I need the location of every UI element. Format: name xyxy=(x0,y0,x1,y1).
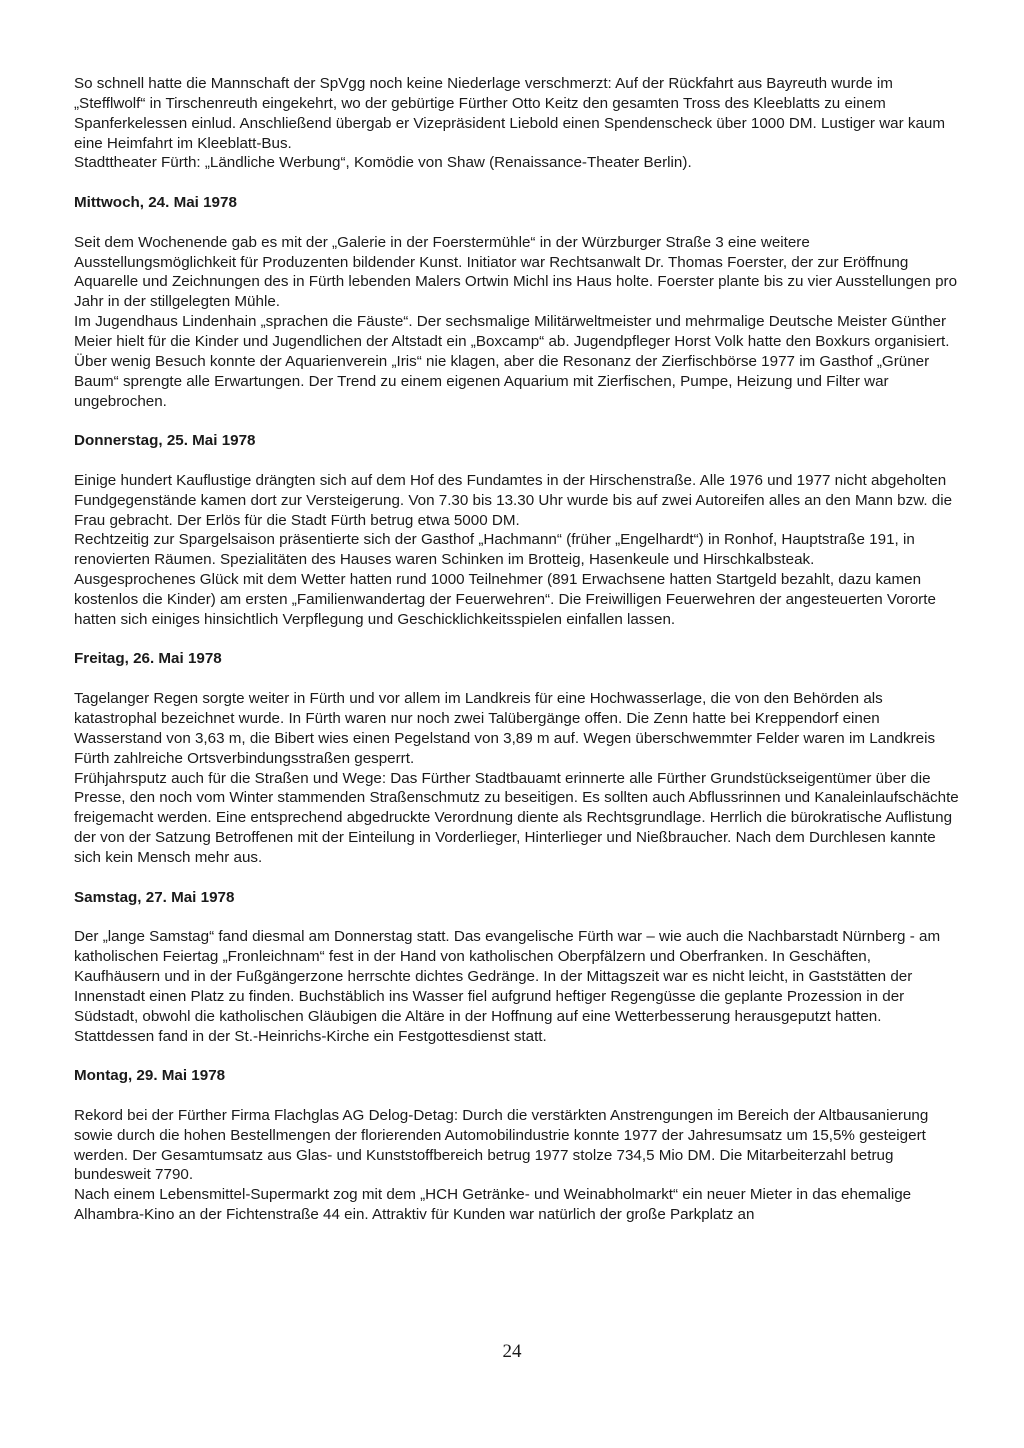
date-heading: Mittwoch, 24. Mai 1978 xyxy=(74,194,237,212)
section-body xyxy=(74,1106,960,1225)
paragraph: Rechtzeitig zur Spargelsaison präsentierte sich der Gasthof „Hachmann“ (früher „Engelhardt“) in Ronhof, Hauptstraße 191, in renovierten Räumen. Spezialitäten des Hauses waren Schinken im Brotteig, Hasenkeule und Hirschkalbsteak. xyxy=(74,531,915,569)
paragraph: Nach einem Lebensmittel-Supermarkt zog mit dem „HCH Getränke- und Weinabholmarkt“ ein neuer Mieter in das ehemalige Alhambra-Kino an der Fichtenstraße 44 ein. Attraktiv für Kunden war natürlich der große Parkplatz an xyxy=(74,1186,912,1224)
paragraph: Im Jugendhaus Lindenhain „sprachen die Fäuste“. Der sechsmalige Militärweltmeister und mehrmalige Deutsche Meister Günther Meier hielt für die Kinder und Jugendlichen der Altstadt ein „Boxcamp“ ab. Jugendpfleger Horst Volk hatte den Boxkurs organisiert. xyxy=(74,313,950,350)
paragraph: Über wenig Besuch konnte der Aquarienverein „Iris“ nie klagen, aber die Resonanz der Zierfischbörse 1977 im Gasthof „Grüner Baum“ sprengte alle Erwartungen. Der Trend zu einem eigenen Aquarium mit Zierfischen, Pumpe, Heizung und Filter war ungebrochen. xyxy=(74,352,930,410)
paragraph: Tagelanger Regen sorgte weiter in Fürth und vor allem im Landkreis für eine Hochwasserlage, die von den Behörden als katastrophal bezeichnet wurde. In Fürth waren nur noch zwei Talübergänge offen. Die Zenn hatte bei Kreppendorf einen Wasserstand von 3,63 m, die Bibert wies einen Pegelstand von 3,89 m auf. Wegen überschwemmter Felder waren im Landkreis Fürth zahlreiche Ortsverbindungsstraßen gesperrt. xyxy=(74,690,936,767)
date-heading: Montag, 29. Mai 1978 xyxy=(74,1067,226,1085)
paragraph: Einige hundert Kauflustige drängten sich auf dem Hof des Fundamtes in der Hirschenstraße. Alle 1976 und 1977 nicht abgeholten Fundgegenstände kamen dort zur Versteigerung. Von 7.30 bis 13.30 Uhr wurde bis auf zwei Autoreifen alles an den Mann bzw. die Frau gebracht. Der Erlös für die Stadt Fürth betrug etwa 5000 DM. xyxy=(74,471,953,529)
paragraph: Der „lange Samstag“ fand diesmal am Donnerstag statt. Das evangelische Fürth war – wie auch die Nachbarstadt Nürnberg - am katholischen Feiertag „Fronleichnam“ fest in der Hand von katholischen Oberpfälzern und Oberfranken. In Geschäften, Kaufhäusern und in der Fußgängerzone herrschte dichtes Gedränge. In der Mittagszeit war es nicht leicht, in Gaststätten der Innenstadt einen Platz zu finden. Buchstäblich ins Wasser fiel aufgrund heftiger Regengüsse die geplante Prozession in der Südstadt, obwohl die katholischen Gläubigen die Altäre in der Hoffnung auf eine Wetterbesserung herausgeputzt hatten. Stattdessen fand in der St.-Heinrichs-Kirche ein Festgottesdienst statt. xyxy=(74,928,941,1045)
section-body xyxy=(74,233,960,412)
paragraph: Ausgesprochenes Glück mit dem Wetter hatten rund 1000 Teilnehmer (891 Erwachsene hatten Startgeld bezahlt, dazu kamen kostenlos die Kinder) am ersten „Familienwandertag der Feuerwehren“. Die Freiwilligen Feuerwehren der angesteuerten Vororte hatten sich einiges hinsichtlich Verpflegung und Geschicklichkeitsspielen einfallen lassen. xyxy=(74,571,936,628)
paragraph: Seit dem Wochenende gab es mit der „Galerie in der Foerstermühle“ in der Würzburger Straße 3 eine weitere Ausstellungsmöglichkeit für Produzenten bildender Kunst. Initiator war Rechtsanwalt Dr. Thomas Foerster, der zur Eröffnung Aquarelle und Zeichnungen des in Fürth lebenden Malers Ortwin Michl ins Haus holte. Foerster plante bis zu vier Ausstellungen pro Jahr in der stillgelegten Mühle. xyxy=(74,233,958,311)
paragraph: Stadttheater Fürth: „Ländliche Werbung“, Komödie von Shaw (Renaissance-Theater Berlin). xyxy=(74,154,692,172)
section-body xyxy=(74,689,960,868)
date-heading: Freitag, 26. Mai 1978 xyxy=(74,650,222,668)
paragraph: So schnell hatte die Mannschaft der SpVgg noch keine Niederlage verschmerzt: Auf der Rückfahrt aus Bayreuth wurde im „Stefflwolf“ in Tirschenreuth eingekehrt, wo der gebürtige Fürther Otto Keitz den gesamten Tross des Kleeblatts zu einem Spanferkelessen einlud. Anschließend übergab er Vizepräsident Liebold einen Spendenscheck über 1000 DM. Lustiger war kaum eine Heimfahrt im Kleeblatt-Bus. xyxy=(74,75,946,152)
section-body xyxy=(74,927,960,1046)
date-heading: Samstag, 27. Mai 1978 xyxy=(74,888,235,906)
paragraph: Rekord bei der Fürther Firma Flachglas AG Delog-Detag: Durch die verstärkten Anstrengungen im Bereich der Altbausanierung sowie durch die hohen Bestellmengen der florierenden Automobilindustrie konnte 1977 der Jahresumsatz um 15,5% gesteigert werden. Der Gesamtumsatz aus Glas- und Kunststoffbereich betrug 1977 stolze 734,5 Mio DM. Die Mitarbeiterzahl betrug bundesweit 7790. xyxy=(74,1106,929,1184)
intro-block xyxy=(74,74,960,173)
page-number: 24 xyxy=(502,1341,522,1362)
paragraph: Frühjahrsputz auch für die Straßen und Wege: Das Fürther Stadtbauamt erinnerte alle Fürther Grundstückseigentümer über die Presse, den noch vom Winter stammenden Straßenschmutz zu beseitigen. Es sollten auch Abflussrinnen und Kanaleinlaufschächte freigemacht werden. Eine entsprechend abgedruckte Verordnung diente als Rechtsgrundlage. Herrlich die bürokratische Auflistung der von der Satzung Betroffenen mit der Einteilung in Vorderlieger, Hinterlieger und Nießbraucher. Nach dem Durchlesen kannte sich kein Mensch mehr aus. xyxy=(74,769,959,866)
section-body xyxy=(74,471,960,630)
document-page xyxy=(74,74,960,1225)
date-heading: Donnerstag, 25. Mai 1978 xyxy=(74,432,256,450)
